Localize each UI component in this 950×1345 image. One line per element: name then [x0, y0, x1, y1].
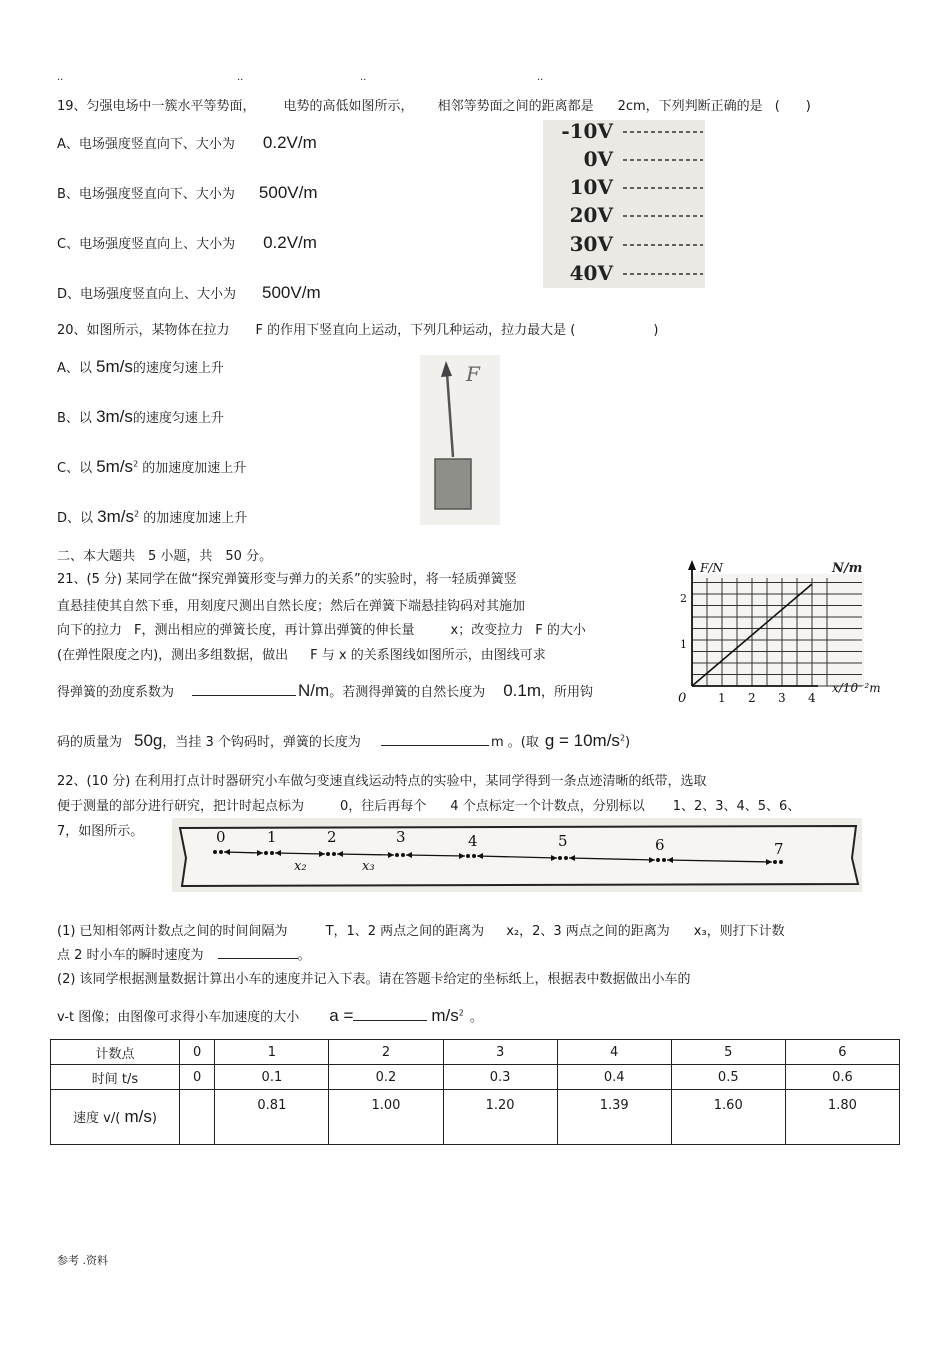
- q20-option-a: A、以 5m/s的速度匀速上升: [57, 357, 224, 376]
- tape-dot: [395, 853, 399, 857]
- table-cell: 5: [671, 1040, 785, 1065]
- table-cell: 2: [329, 1040, 443, 1065]
- table-header-cell: 计数点: [51, 1040, 180, 1065]
- tape-dot: [219, 850, 223, 854]
- tape-dot: [213, 850, 217, 854]
- spring-graph-svg: [672, 558, 894, 708]
- force-arrow-head: [441, 361, 452, 377]
- q20-option-d: D、以 $3m/s^2$ 的加速度加速上升: [57, 507, 248, 526]
- spring-graph: [672, 558, 894, 708]
- force-arrow-shaft: [447, 373, 453, 457]
- table-cell: 3: [443, 1040, 557, 1065]
- q22-part2: (2) 该同学根据测量数据计算出小车的速度并记入下表。请在答题卡给定的坐标纸上，根据表中数据做出小车的: [57, 972, 691, 987]
- tape-label-0: 0: [216, 828, 226, 846]
- q21-line5: 得弹簧的劲度系数为 N/m。若测得弹簧的自然长度为 0.1m，所用钩: [57, 681, 594, 700]
- spring-length-blank[interactable]: [381, 745, 489, 746]
- q21-line3: 向下的拉力 F，测出相应的弹簧长度，再计算出弹簧的伸长量 x；改变拉力 F 的大小: [57, 623, 586, 638]
- table-cell: 0.5: [671, 1065, 785, 1090]
- tape-label-5: 5: [558, 832, 568, 850]
- q22-line1: 22、(10 分) 在利用打点计时器研究小车做匀变速直线运动特点的实验中，某同学得到一条点迹清晰的纸带，选取: [57, 774, 707, 789]
- footer: 参考 .资料: [57, 1254, 108, 1267]
- q19-option-d: D、电场强度竖直向上、大小为 500V/m: [57, 283, 321, 302]
- potential-label-neg10: -10V: [561, 120, 613, 143]
- q19-option-a: A、电场强度竖直向下、大小为 0.2V/m: [57, 133, 317, 152]
- table-cell: 0: [180, 1065, 215, 1090]
- q20-option-c: C、以 $5m/s^2$ 的加速度加速上升: [57, 457, 247, 476]
- q22-line2: 便于测量的部分进行研究，把计时起点标为 0，往后再每个 4 个点标定一个计数点，分别标以 1、2、3、4、5、6、: [57, 799, 801, 814]
- velocity-table: [50, 1039, 900, 1145]
- table-header-cell: 速度 v/( m/s): [51, 1090, 180, 1145]
- potential-label-20: 20V: [569, 203, 613, 227]
- q22-part1: (1) 已知相邻两计数点之间的时间间隔为 T，1、2 两点之间的距离为 x₂，2、3 两点之间的距离为 x₃，则打下计数: [57, 924, 785, 939]
- tape-dot: [472, 854, 476, 858]
- table-cell: 0.2: [329, 1065, 443, 1090]
- q21-line6: 码的质量为 50g，当挂 3 个钩码时，弹簧的长度为 m 。(取 $g = 10m/s^2$): [57, 731, 631, 750]
- tape-dot: [779, 860, 783, 864]
- y-axis-label: F/N: [700, 561, 723, 575]
- potential-label-30: 30V: [569, 232, 613, 256]
- top-mark: ..: [360, 72, 367, 83]
- potential-label-10: 10V: [569, 175, 613, 199]
- table-cell: 1: [215, 1040, 329, 1065]
- tape-dot: [264, 851, 268, 855]
- table-cell: 0.81: [215, 1090, 329, 1145]
- top-mark: ..: [57, 72, 64, 83]
- tape-label-3: 3: [396, 828, 406, 846]
- table-row: [51, 1065, 900, 1090]
- tape-dot: [558, 856, 562, 860]
- tape-label-7: 7: [774, 840, 784, 858]
- q19-option-c: C、电场强度竖直向上、大小为 0.2V/m: [57, 233, 317, 252]
- tape-x3: x₃: [362, 859, 375, 874]
- tape-dot: [662, 858, 666, 862]
- potential-label-0: 0V: [583, 147, 613, 171]
- block: [435, 459, 471, 509]
- q19-stem: 19、匀强电场中一簇水平等势面， 电势的高低如图所示， 相邻等势面之间的距离都是 2cm，下列判断正确的是 ( ): [57, 99, 811, 114]
- q21-line4: (在弹性限度之内)，测出多组数据，做出 F 与 x 的关系图线如图所示，由图线可求: [57, 648, 546, 663]
- q20-option-b: B、以 3m/s的速度匀速上升: [57, 407, 224, 426]
- force-figure: [420, 355, 500, 525]
- tape-dot: [332, 852, 336, 856]
- table-row: [51, 1040, 900, 1065]
- tape-dot: [326, 852, 330, 856]
- paper-tape-svg: [172, 818, 862, 892]
- table-cell: 0.1: [215, 1065, 329, 1090]
- force-label: F: [466, 362, 480, 386]
- table-cell: 0.6: [785, 1065, 899, 1090]
- tape-dot: [773, 860, 777, 864]
- y-tick-2: 2: [680, 592, 687, 605]
- tape-dot: [466, 854, 470, 858]
- corner-mark: N/m: [832, 561, 863, 576]
- x-tick-1: 1: [718, 691, 726, 705]
- q20-stem: 20、如图所示，某物体在拉力 F 的作用下竖直向上运动，下列几种运动，拉力最大是 ( ): [57, 323, 659, 338]
- table-cell: 0: [180, 1040, 215, 1065]
- tape-label-1: 1: [267, 828, 277, 846]
- table-header-cell: 时间 t/s: [51, 1065, 180, 1090]
- table-cell: 4: [557, 1040, 671, 1065]
- table-cell: 0.3: [443, 1065, 557, 1090]
- table-cell: 1.00: [329, 1090, 443, 1145]
- equipotential-svg: [543, 120, 705, 288]
- table-cell: 1.60: [671, 1090, 785, 1145]
- equipotential-figure: [543, 120, 705, 288]
- x-tick-2: 2: [748, 691, 756, 705]
- q22-part1-cont: 点 2 时小车的瞬时速度为 。: [57, 948, 311, 963]
- table-cell: 0.4: [557, 1065, 671, 1090]
- x-tick-4: 4: [808, 691, 816, 705]
- section-header: 二、本大题共 5 小题，共 50 分。: [57, 549, 273, 564]
- tape-dot: [656, 858, 660, 862]
- tape-x2: x₂: [294, 859, 307, 874]
- table-cell: 6: [785, 1040, 899, 1065]
- y-axis-arrow: [688, 560, 696, 570]
- x-axis-label: x/10⁻²m: [832, 681, 881, 695]
- tape-label-2: 2: [327, 828, 337, 846]
- table-cell: 1.39: [557, 1090, 671, 1145]
- top-mark: ..: [537, 72, 544, 83]
- tape-label-4: 4: [468, 832, 478, 850]
- tape-dot: [401, 853, 405, 857]
- table-row: [51, 1090, 900, 1145]
- tape-outline: [180, 826, 858, 886]
- paper-tape: [172, 818, 862, 892]
- top-mark: ..: [237, 72, 244, 83]
- q21-line2: 直悬挂使其自然下垂，用刻度尺测出自然长度；然后在弹簧下端悬挂钩码对其施加: [57, 599, 526, 614]
- tape-dot: [564, 856, 568, 860]
- q19-option-b: B、电场强度竖直向下、大小为 500V/m: [57, 183, 318, 202]
- table-cell: 1.20: [443, 1090, 557, 1145]
- q22-line3: 7，如图所示。: [57, 824, 144, 839]
- table-cell: [180, 1090, 215, 1145]
- tape-dot: [270, 851, 274, 855]
- y-tick-1: 1: [680, 638, 687, 651]
- spring-constant-blank[interactable]: [192, 695, 296, 696]
- instant-velocity-blank[interactable]: [218, 958, 298, 959]
- x-tick-0: 0: [678, 691, 687, 706]
- force-svg: [420, 355, 500, 525]
- x-tick-3: 3: [778, 691, 786, 705]
- table-cell: 1.80: [785, 1090, 899, 1145]
- q22-part2-cont: v-t 图像；由图像可求得小车加速度的大小 $a = m/s^2$ 。: [57, 1006, 483, 1025]
- acceleration-blank[interactable]: [353, 1020, 427, 1021]
- q21-line1: 21、(5 分) 某同学在做“探究弹簧形变与弹力的关系”的实验时，将一轻质弹簧竖: [57, 572, 517, 587]
- potential-label-40: 40V: [569, 261, 613, 285]
- tape-label-6: 6: [655, 836, 665, 854]
